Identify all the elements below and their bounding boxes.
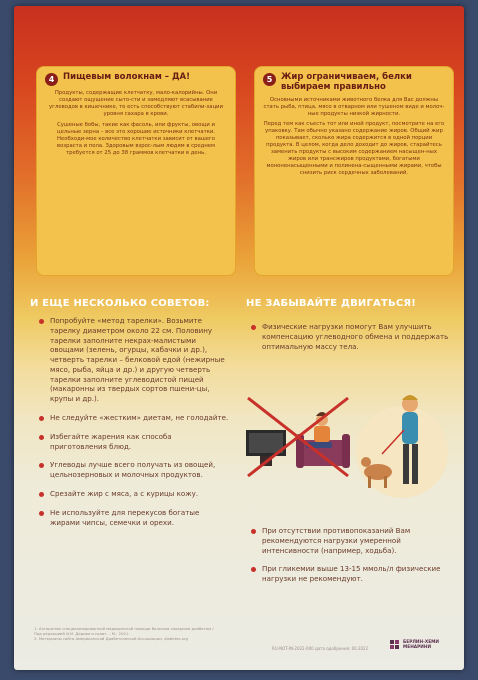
walking-dog-icon xyxy=(356,395,448,498)
logo-text: БЕРЛИН-ХЕМИ МЕНАРИНИ xyxy=(403,640,440,651)
list-item: При отсутствии противопоказаний Вам рекомендуются нагрузки умеренной интенсивности (например, ходьба). xyxy=(250,526,450,555)
fiber-info-box xyxy=(36,66,236,276)
fiber-box-header xyxy=(45,73,227,86)
list-item: Срезайте жир с мяса, а с курицы кожу. xyxy=(38,489,230,499)
list-item: Физические нагрузки помогут Вам улучшить компенсацию углеводного обмена и поддержать оптимальную массу тела. xyxy=(250,322,450,351)
list-item: Не следуйте «жестким» диетам, не голодайте. xyxy=(38,413,230,423)
footnote-line: 2. Материалы сайта Американской Диабетической Ассоциации, diabetes.org xyxy=(34,636,188,642)
footnote-line: Под редакцией И.И. Дедова и соавт. – М., 2021. xyxy=(34,631,130,637)
couch-scene-icon xyxy=(246,398,350,476)
step-number-5: 5 xyxy=(263,73,276,86)
footnote-line: 1. Алгоритмы специализированной медицинской помощи больным сахарным диабетом / xyxy=(34,626,214,631)
footnotes xyxy=(34,626,234,641)
fiber-box-title: Пищевым волокнам – ДА! xyxy=(63,72,191,82)
exercise-warnings-list xyxy=(250,526,450,593)
fat-paragraph: Основными источниками животного белка для Вас должны стать рыба, птица, мясо в отварном или тушеном виде и молоч-ные продукты низкой жирности. xyxy=(263,96,445,117)
logo-mark-icon xyxy=(390,640,400,650)
company-logo xyxy=(390,640,439,650)
list-item: Попробуйте «метод тарелки». Возьмите тарелку диаметром около 22 см. Половину тарелки заполните некрах-малистыми овощами (зелень, огурцы, кабачки и др.), четверть тарелки – белковой едой (нежирные мясо, рыба, яйца и др.) и другую четверть тарелки заполните углеводистой пищей (макаронны из твердых сортов пшени-цы, крупы и др.). xyxy=(38,316,230,404)
keep-moving-heading: НЕ ЗАБЫВАЙТЕ ДВИГАТЬСЯ! xyxy=(246,298,417,309)
list-item: Избегайте жарения как способа приготовления блюд. xyxy=(38,432,230,452)
fat-box-title: Жир ограничиваем, белки выбираем правильно xyxy=(281,72,412,92)
exercise-tips-list xyxy=(250,322,450,360)
more-tips-list xyxy=(38,316,230,536)
fat-box-header xyxy=(263,73,445,93)
step-number-4: 4 xyxy=(45,73,58,86)
more-tips-heading: И ЕЩЕ НЕСКОЛЬКО СОВЕТОВ: xyxy=(30,298,210,309)
list-item: При гликемии выше 13-15 ммоль/л физические нагрузки не рекомендуют. xyxy=(250,564,450,584)
fat-protein-info-box xyxy=(254,66,454,276)
list-item: Углеводы лучше всего получать из овощей, цельнозерновых и молочных продуктов. xyxy=(38,460,230,480)
fat-paragraph: Перед тем как съесть тот или иной продукт, посмотрите на его упаковку. Там обычно указано содержание жиров. Общий жир показывает, сколько жира содержится в одной порции продукта. В целом, когда дело доходит до жиров, старайтесь заменить продукты с высоким содержанием насыщен-ных жиров или трансжиров продуктами, богатыми мононенасыщенными и полинена-сыщенными жирами, чтобы снизить риск сердечных заболеваний. xyxy=(263,121,445,177)
list-item: Не используйте для перекусов богатые жирами чипсы, семечки и орехи. xyxy=(38,508,230,528)
fiber-paragraph: Продукты, содержащие клетчатку, мало-калорийны. Они создают ощущение сыто-сти и замедляют всасывание углеводов в кишечнике, то есть способствуют стабили-зации уровня сахара в крови. xyxy=(49,90,223,117)
exercise-illustration xyxy=(242,390,452,510)
approval-code: RU-NOT-IN-2022-000 дата одобрения: 00.2022 xyxy=(272,646,369,651)
fiber-paragraph: Сушеные бобы, такие как фасоль, или фрукты, овощи и цельные зерна – все это хорошие источники клетчатки. Необходи-мое количество клетчатки зависит от вашего возраста и пола. Здоровым взрос-лым людям в среднем требуется от 25 до 38 граммов клетчатки в день. xyxy=(56,121,216,156)
leaflet-page xyxy=(14,6,464,670)
